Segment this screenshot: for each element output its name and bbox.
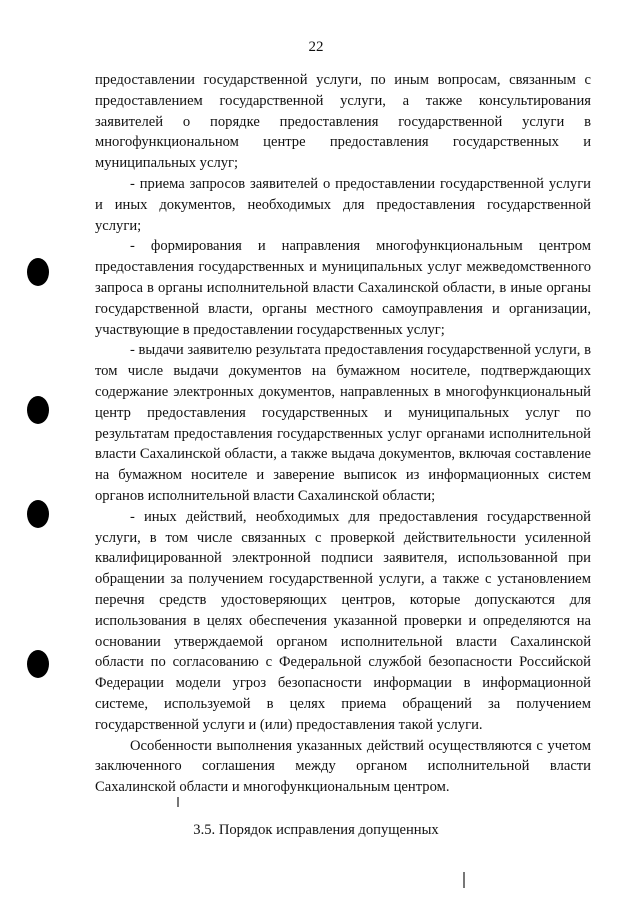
paragraph: - приема запросов заявителей о предоставлении государственной услуги и иных документов, необходимых для предоставления государственной услуги; — [95, 175, 591, 234]
paragraph: - формирования и направления многофункциональным центром предоставления государственных и муниципальных услуг межведомственного запроса в органы исполнительной власти Сахалинской области, в иные органы государственной власти, органы местного самоуправления и организации, участвующие в предоставлении государственных услуг; — [95, 238, 591, 338]
paragraph: Особенности выполнения указанных действий осуществляются с учетом заключенного соглашения между органом исполнительной власти Сахалинской области и многофункциональным центром. — [95, 737, 591, 796]
punch-hole-icon — [27, 258, 49, 286]
scan-speck — [177, 797, 179, 807]
paragraph: - выдачи заявителю результата предоставления государственной услуги, в том числе выдачи документов на бумажном носителе, подтверждающих содержание электронных документов, направленных в многофункциональный центр предоставления государственных и муниципальных услуг по результатам предоставления государственных услуг органами исполнительной власти Сахалинской области, а также выдача документов, включая составление на бумажном носителе и заверение выписок из информационных систем органов исполнительной власти Сахалинской области; — [95, 342, 591, 504]
paragraph: - иных действий, необходимых для предоставления государственной услуги, в том числе связанных с проверкой действительности усиленной квалифицированной электронной подписи заявителя, использованной при обращении за получением государственной услуги, а также с установлением перечня средств удостоверяющих центров, которые допускаются для использования в целях обеспечения указанной проверки и определяются на основании утверждаемой органом исполнительной власти Сахалинской области по согласованию с Федеральной службой безопасности Российской Федерации модели угроз безопасности информации в информационной системе, используемой в целях приема обращений за получением государственной услуги и (или) предоставления такой услуги. — [95, 508, 591, 733]
punch-hole-icon — [27, 396, 49, 424]
document-body — [95, 70, 591, 798]
paragraph: предоставлении государственной услуги, по иным вопросам, связанным с предоставлением государственной услуги, а также консультирования заявителей о порядке предоставления государственной услуги в многофункциональном центре предоставления государственных и муниципальных услуг; — [95, 72, 591, 172]
scan-speck — [463, 872, 465, 888]
punch-hole-icon — [27, 500, 49, 528]
page-number: 22 — [308, 39, 324, 55]
section-heading: 3.5. Порядок исправления допущенных — [193, 822, 439, 838]
punch-hole-icon — [27, 650, 49, 678]
